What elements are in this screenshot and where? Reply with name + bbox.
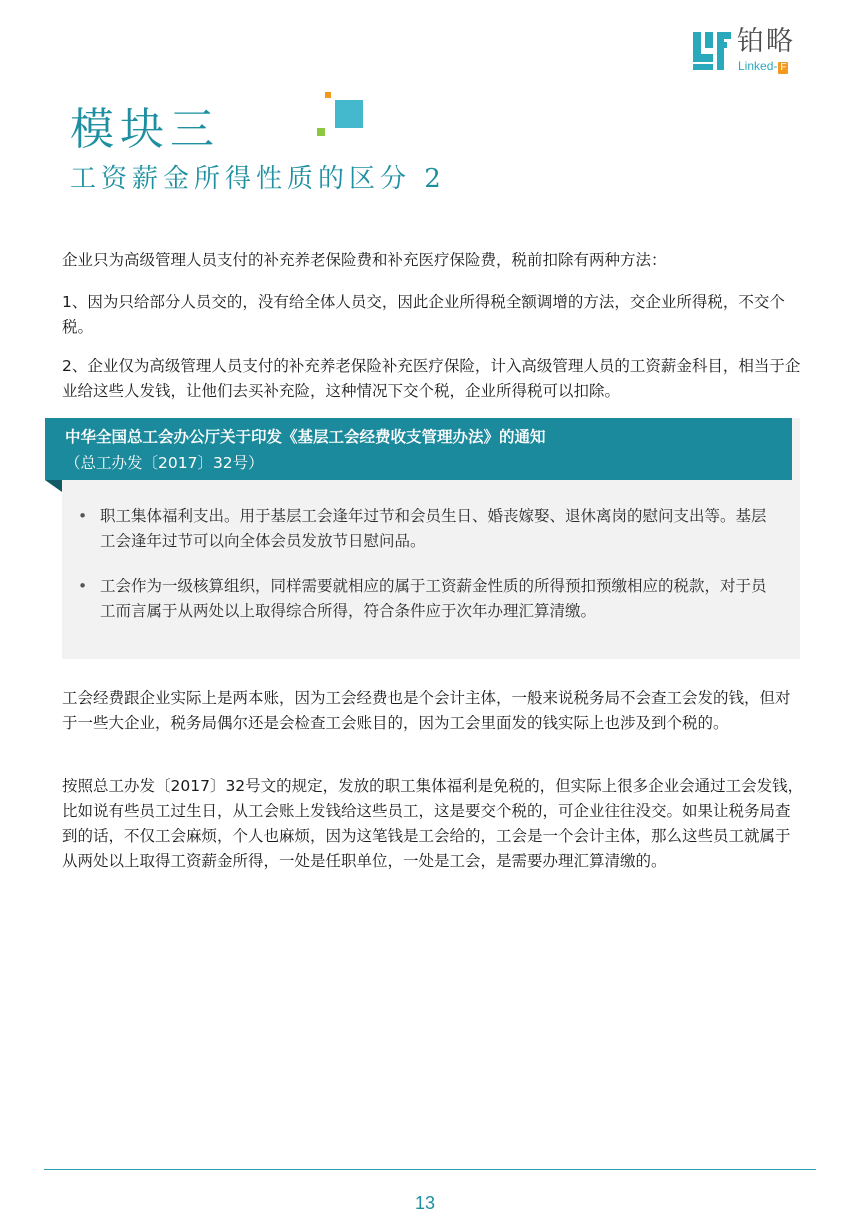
brand-sub: Linked- F <box>738 59 787 73</box>
brand-name: 铂略 <box>737 26 795 57</box>
decorative-squares-icon <box>315 92 365 142</box>
bullet-icon: • <box>78 577 88 595</box>
list-item-text: 职工集体福利支出。用于基层工会逢年过节和会员生日、婚丧嫁娶、退休离岗的慰问支出等。基层工会逢年过节可以向全体会员发放节日慰问品。 <box>100 507 767 550</box>
logo-mark-icon <box>693 32 731 70</box>
footer-divider <box>44 1169 816 1170</box>
banner-fold-shape <box>45 480 62 492</box>
notice-bullet-list <box>78 504 778 644</box>
brand-logo <box>693 26 809 74</box>
list-item <box>78 574 778 624</box>
notice-banner <box>45 418 792 480</box>
method-2-paragraph: 2、企业仅为高级管理人员支付的补充养老保险补充医疗保险，计入高级管理人员的工资薪金科目，相当于企业给这些人发钱，让他们去买补充险，这种情况下交个税，企业所得税可以扣除。 <box>62 357 801 400</box>
notice-reference: （总工办发〔2017〕32号） <box>65 454 264 472</box>
regulation-paragraph: 按照总工办发〔2017〕32号文的规定，发放的职工集体福利是免税的，但实际上很多企业会通过工会发钱，比如说有些员工过生日，从工会账上发钱给这些员工，这是要交个税的，可企业往往没交。如果让税务局查到的话，不仅工会麻烦，个人也麻烦，因为这笔钱是工会给的，工会是一个会计主体，那么这些员工就属于从两处以上取得工资薪金所得，一处是任职单位，一处是工会，是需要办理汇算清缴的。 <box>62 777 804 870</box>
bullet-icon: • <box>78 507 88 525</box>
intro-paragraph: 企业只为高级管理人员支付的补充养老保险费和补充医疗保险费，税前扣除有两种方法： <box>62 251 667 269</box>
notice-title: 中华全国总工会办公厅关于印发《基层工会经费收支管理办法》的通知 <box>65 428 546 446</box>
list-item-text: 工会作为一级核算组织，同样需要就相应的属于工资薪金性质的所得预扣预缴相应的税款，对于员工而言属于从两处以上取得综合所得，符合条件应于次年办理汇算清缴。 <box>100 577 767 620</box>
brand-sub-badge: F <box>780 62 787 73</box>
module-title: 模块三 <box>70 104 220 155</box>
list-item <box>78 504 778 554</box>
module-subtitle: 工资薪金所得性质的区分 2 <box>70 164 446 194</box>
union-fund-paragraph: 工会经费跟企业实际上是两本账，因为工会经费也是个会计主体，一般来说税务局不会查工会发的钱，但对于一些大企业，税务局偶尔还是会检查工会账目的，因为工会里面发的钱实际上也涉及到个税的。 <box>62 689 791 732</box>
page-number: 13 <box>414 1193 436 1213</box>
method-1-paragraph: 1、因为只给部分人员交的，没有给全体人员交，因此企业所得税全额调增的方法，交企业所得税，不交个税。 <box>62 293 785 336</box>
